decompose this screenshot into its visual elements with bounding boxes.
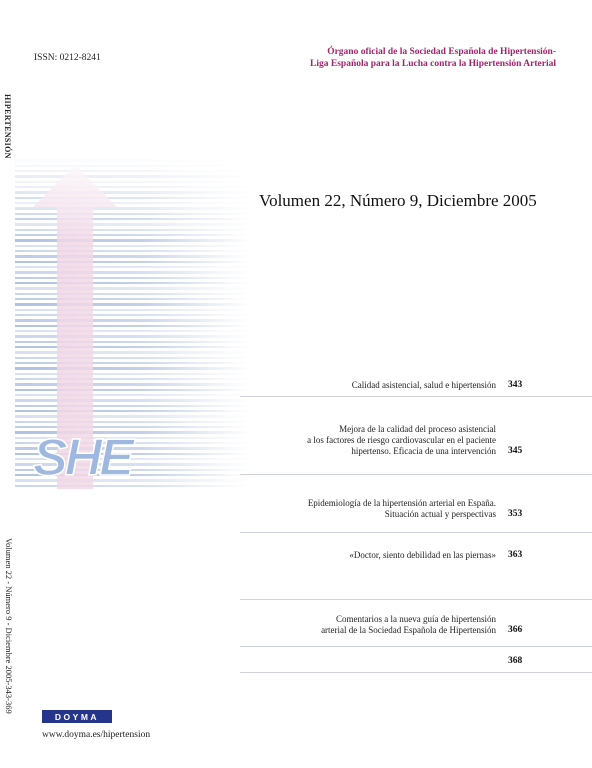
- toc-entry-line: «Doctor, siento debilidad en las piernas»: [349, 550, 496, 560]
- toc-page-number: 368: [508, 656, 523, 666]
- toc-page-number: 363: [508, 550, 523, 560]
- toc-entry-line: Epidemiología de la hipertensión arterial en España.: [307, 498, 496, 508]
- organization-line-1: Órgano oficial de la Sociedad Española de Hipertensión-: [327, 47, 556, 57]
- spine-citation: Volumen 22 - Número 9 - Diciembre 2005-343-369: [4, 538, 14, 714]
- toc-entry-line: arterial de la Sociedad Española de Hipertensión: [321, 625, 496, 635]
- toc-page-number: 345: [508, 446, 523, 456]
- toc-entry-line: a los factores de riesgo cardiovascular en el paciente: [307, 435, 496, 445]
- toc-entry-title: [321, 614, 496, 636]
- toc-entry-title: [307, 424, 496, 457]
- toc-page-number: 366: [508, 625, 523, 635]
- toc-page-number: 343: [508, 380, 523, 390]
- spine-title: HIPERTENSIÓN: [3, 94, 12, 159]
- toc-entry-line: Mejora de la calidad del proceso asistencial: [339, 424, 496, 434]
- she-logo-text: SHE: [33, 429, 131, 487]
- toc-entry-title: [349, 550, 496, 561]
- toc-entry-title: [352, 380, 496, 391]
- cover-artwork: [15, 159, 250, 489]
- organization-statement: [256, 46, 556, 70]
- toc-entry-line: Comentarios a la nueva guía de hipertensión: [336, 614, 496, 624]
- issn-label: ISSN: 0212-8241: [34, 53, 101, 63]
- toc-entry-line: hipertenso. Eficacia de una intervención: [351, 446, 496, 456]
- toc-page-number: 353: [508, 509, 523, 519]
- publisher-logo: DOYMA: [42, 710, 112, 723]
- toc-divider: [240, 646, 592, 647]
- toc-divider: [240, 672, 592, 673]
- toc-entry-title: [308, 498, 496, 520]
- website-link[interactable]: www.doyma.es/hipertension: [42, 730, 151, 740]
- toc-divider: [240, 532, 592, 533]
- toc-entry-line: Situación actual y perspectivas: [384, 509, 496, 519]
- toc-divider: [240, 396, 592, 397]
- toc-divider: [240, 599, 592, 600]
- organization-line-2: Liga Española para la Lucha contra la Hipertensión Arterial: [310, 59, 556, 69]
- toc-divider: [240, 474, 592, 475]
- toc-entry-line: Calidad asistencial, salud e hipertensión: [351, 380, 496, 390]
- volume-issue-line: Volumen 22, Número 9, Diciembre 2005: [259, 191, 537, 210]
